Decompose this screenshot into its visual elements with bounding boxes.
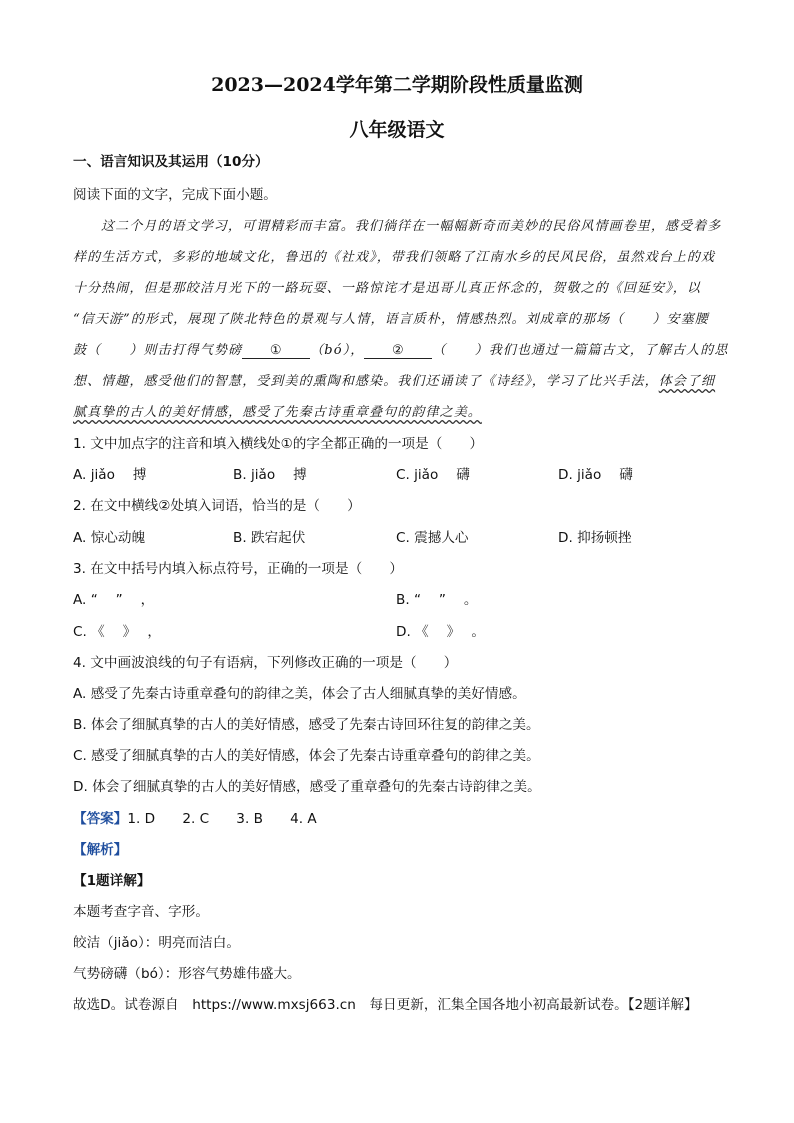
passage-line-4: “信天游”的形式，展现了陕北特色的景观与人情，语言质朴，情感热烈。刘成章的那场（ ）安塞腰 (73, 312, 709, 327)
q1-option-b: B. jiǎo 搏 (233, 467, 307, 483)
passage-line-1: 这二个月的语文学习，可谓精彩而丰富。我们徜徉在一幅幅新奇而美妙的民俗风情画卷里，感受着多 (101, 219, 722, 234)
q4-option-d: D. 体会了细腻真挚的古人的美好情感，感受了重章叠句的先秦古诗韵律之美。 (73, 779, 541, 795)
exam-title: 2023—2024学年第二学期阶段性质量监测 (211, 74, 583, 96)
passage-line-7 (73, 401, 721, 420)
q2-option-a: A. 惊心动魄 (73, 530, 146, 546)
exam-subtitle: 八年级语文 (349, 119, 445, 141)
passage-line-5 (73, 339, 729, 359)
q3-option-a: A. “ ” ， (73, 592, 155, 608)
q3-option-d: D. 《 》 。 (396, 624, 485, 640)
q4-option-c: C. 感受了细腻真挚的古人的美好情感，体会了先秦古诗重章叠句的韵律之美。 (73, 748, 540, 764)
blank-2: ② (364, 343, 432, 359)
q3-option-c: C. 《 》 ， (73, 624, 161, 640)
q1-option-d: D. jiǎo 礴 (558, 467, 633, 483)
question-1-stem: 1. 文中加点字的注音和填入横线处①的字全都正确的一项是（ ） (73, 436, 484, 452)
q2-option-d: D. 抑扬顿挫 (558, 530, 632, 546)
section-heading: 一、语言知识及其运用（10分） (73, 154, 269, 170)
q2-option-c: C. 震撼人心 (396, 530, 469, 546)
passage-line-3: 十分热闹，但是那皎洁月光下的一路玩耍、一路惊诧才是迅哥儿真正怀念的，贺敬之的《回延安》，以 (73, 281, 702, 296)
section-instruction: 阅读下面的文字，完成下面小题。 (73, 187, 277, 203)
answer-label: 【答案】 (73, 811, 128, 827)
analysis-text-3: 气势磅礴（bó）：形容气势雄伟盛大。 (73, 966, 301, 982)
question-3-stem: 3. 在文中括号内填入标点符号，正确的一项是（ ） (73, 561, 403, 577)
analysis-text-2: 皎洁（jiǎo）：明亮而洁白。 (73, 935, 240, 951)
answer-line (73, 807, 733, 827)
analysis-text-4: 故选D。试卷源自 https://www.mxsj663.cn 每日更新，汇集全国各地小初高最新试卷。【2题详解】 (73, 997, 698, 1013)
analysis-text-1: 本题考查字音、字形。 (73, 904, 209, 920)
question-4-stem: 4. 文中画波浪线的句子有语病，下列修改正确的一项是（ ） (73, 655, 458, 671)
question-2-stem: 2. 在文中横线②处填入词语，恰当的是（ ） (73, 498, 361, 514)
passage-line-5a: 鼓（ ）则击打得气势磅 (73, 343, 243, 358)
q1-option-a: A. jiǎo 搏 (73, 467, 147, 483)
passage-line-5b: （bó）， (310, 343, 365, 358)
analysis-label: 【解析】 (73, 842, 128, 858)
analysis-line (73, 838, 733, 858)
passage-line-2: 样的生活方式，多彩的地域文化，鲁迅的《社戏》，带我们领略了江南水乡的民风民俗，虽然戏台上的戏 (73, 250, 716, 265)
q3-option-b: B. “ ” 。 (396, 592, 478, 608)
q1-detail-label: 【1题详解】 (73, 873, 151, 889)
wavy-sentence-part-1: 体会了细 (658, 374, 716, 389)
passage-line-5c: （ ）我们也通过一篇篇古文，了解古人的思 (432, 343, 729, 358)
passage-line-6 (73, 370, 721, 389)
wavy-sentence-part-2: 腻真挚的古人的美好情感，感受了先秦古诗重章叠句的韵律之美。 (73, 405, 482, 420)
q2-option-b: B. 跌宕起伏 (233, 530, 306, 546)
q4-option-a: A. 感受了先秦古诗重章叠句的韵律之美，体会了古人细腻真挚的美好情感。 (73, 686, 526, 702)
passage-line-6-text: 想、情趣，感受他们的智慧，受到美的熏陶和感染。我们还诵读了《诗经》，学习了比兴手法， (73, 374, 659, 389)
q1-option-c: C. jiǎo 礴 (396, 467, 470, 483)
blank-1: ① (242, 343, 310, 359)
q4-option-b: B. 体会了细腻真挚的古人的美好情感，感受了先秦古诗回环往复的韵律之美。 (73, 717, 540, 733)
answer-values: 1. D 2. C 3. B 4. A (127, 811, 317, 827)
